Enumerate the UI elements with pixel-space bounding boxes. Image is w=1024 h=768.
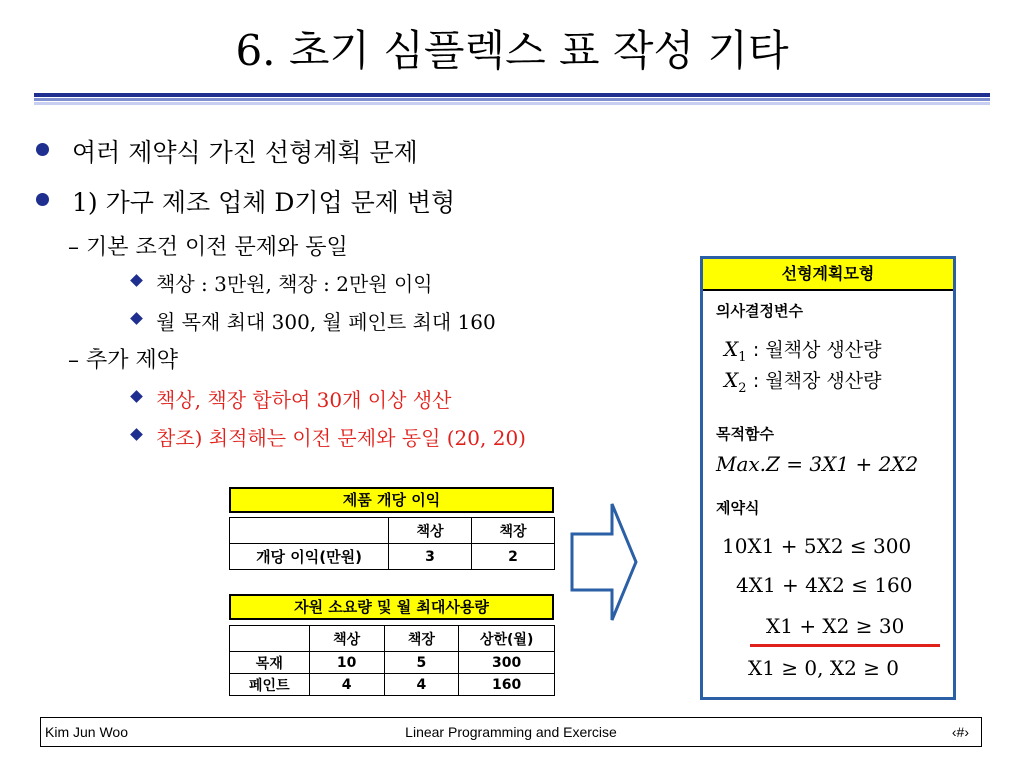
diamond-bullet-icon [130, 274, 143, 287]
footer-author: Kim Jun Woo [45, 724, 128, 740]
table-row-label: 페인트 [230, 674, 310, 696]
constraints-label: 제약식 [716, 499, 760, 517]
table-header-cell [230, 626, 310, 652]
table-cell: 10 [309, 652, 384, 674]
table-row-label: 목재 [230, 652, 310, 674]
profit-table [229, 517, 555, 570]
bullet-dot-icon [36, 143, 49, 156]
resource-table [229, 625, 555, 696]
table-row-label: 개당 이익(만원) [230, 544, 389, 570]
table-cell: 3 [389, 544, 472, 570]
table-header-cell: 책장 [384, 626, 459, 652]
table-header-cell: 책상 [309, 626, 384, 652]
profit-table-title: 제품 개당 이익 [229, 487, 554, 513]
table-cell: 160 [459, 674, 555, 696]
right-arrow-icon [568, 500, 640, 624]
x1-definition: $X_1$ : 월책상 생산량 [724, 337, 882, 365]
table-cell: 5 [384, 652, 459, 674]
objective-label: 목적함수 [716, 425, 774, 443]
table-cell: 2 [471, 544, 554, 570]
table-cell: 4 [309, 674, 384, 696]
new-constraint-underline [750, 644, 940, 647]
footer-course: Linear Programming and Exercise [405, 724, 617, 740]
constraint-paint: 4X1 + 4X2 ≤ 160 [736, 573, 913, 597]
constraint-min-production: X1 + X2 ≥ 30 [766, 614, 905, 638]
bullet-dot-icon [36, 193, 49, 206]
footer-page-number: ‹#› [951, 724, 969, 740]
table-cell: 4 [384, 674, 459, 696]
decision-variables-label: 의사결정변수 [716, 302, 803, 320]
title-divider-2 [34, 98, 990, 101]
model-header: 선형계획모형 [703, 259, 953, 291]
constraint-wood: 10X1 + 5X2 ≤ 300 [722, 534, 912, 558]
slide-footer [40, 717, 982, 747]
resource-table-title: 자원 소요량 및 월 최대사용량 [229, 594, 554, 620]
table-header-cell: 상한(월) [459, 626, 555, 652]
sub-bullet: – 추가 제약 [68, 348, 179, 373]
sub-bullet: – 기본 조건 이전 문제와 동일 [68, 235, 348, 260]
table-header-cell: 책상 [389, 518, 472, 544]
objective-function: Max.Z = 3X1 + 2X2 [716, 452, 919, 476]
diamond-bullet-icon [130, 312, 143, 325]
page-title: 6. 초기 심플렉스 표 작성 기타 [235, 26, 789, 75]
diamond-bullet-icon [130, 428, 143, 441]
x2-definition: $X_2$ : 월책장 생산량 [724, 368, 882, 396]
title-divider [34, 93, 990, 97]
diamond-bullet-icon [130, 390, 143, 403]
table-header-cell [230, 518, 389, 544]
table-cell: 300 [459, 652, 555, 674]
title-divider-3 [34, 102, 990, 105]
table-header-cell: 책장 [471, 518, 554, 544]
constraint-nonnegativity: X1 ≥ 0, X2 ≥ 0 [748, 656, 900, 680]
